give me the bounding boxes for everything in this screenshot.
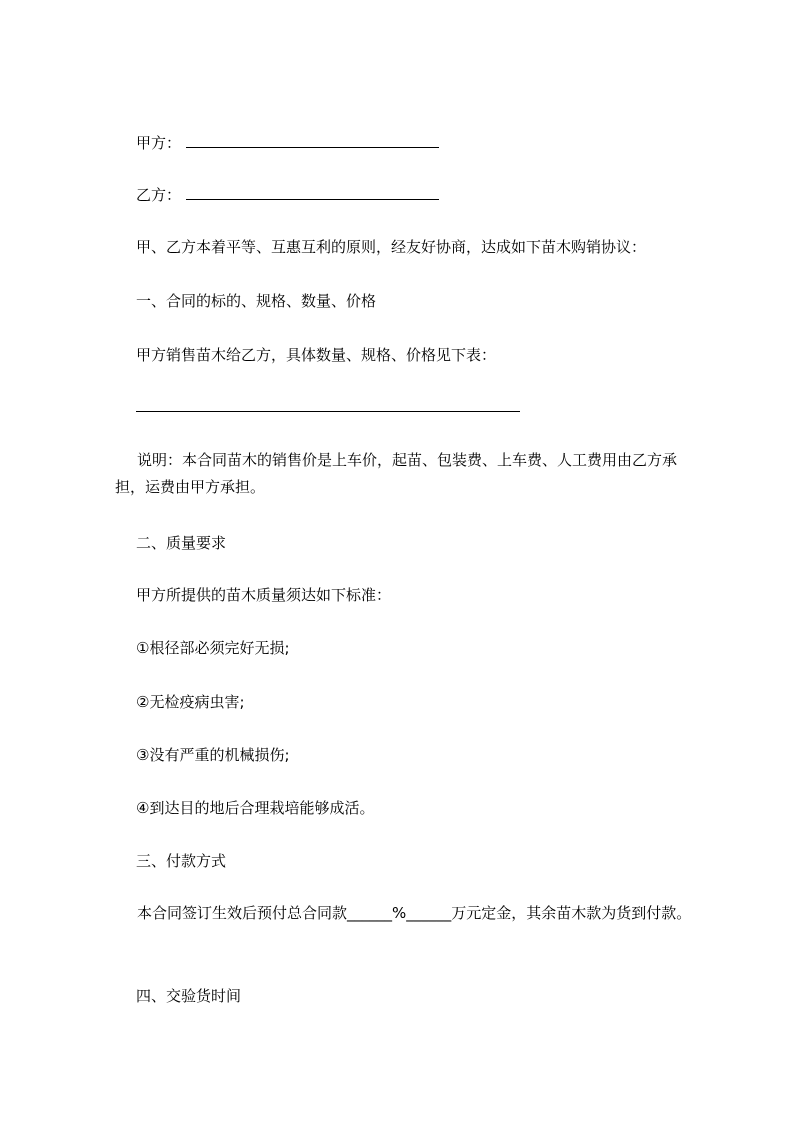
standard-item-3: ③没有严重的机械损伤; bbox=[136, 746, 290, 764]
party-a-line bbox=[136, 133, 181, 153]
party-b-label: 乙方： bbox=[136, 186, 182, 204]
standard-item-4: ④到达目的地后合理栽培能够成活。 bbox=[136, 799, 375, 817]
section1-text: 甲方销售苗木给乙方，具体数量、规格、价格见下表： bbox=[136, 346, 497, 364]
standard-item-1: ①根径部必须完好无损; bbox=[136, 639, 290, 657]
intro-text: 甲、乙方本着平等、互惠互利的原则，经友好协商，达成如下苗木购销协议： bbox=[136, 238, 647, 256]
party-b-line bbox=[136, 185, 181, 205]
section4-title: 四、交验货时间 bbox=[136, 987, 242, 1005]
note-paragraph: 说明：本合同苗木的销售价是上车价，起苗、包装费、上车费、人工费用由乙方承担，运费由甲方承担。 bbox=[115, 451, 678, 496]
table-placeholder-blank bbox=[136, 411, 520, 412]
party-a-label: 甲方： bbox=[136, 134, 182, 152]
payment-paragraph: 本合同签订生效后预付总合同款______%______万元定金，其余苗木款为货到付款。 bbox=[137, 904, 692, 922]
party-b-blank bbox=[186, 199, 439, 200]
section1-title: 一、合同的标的、规格、数量、价格 bbox=[136, 292, 377, 310]
section3-title: 三、付款方式 bbox=[136, 852, 227, 870]
party-a-blank bbox=[186, 147, 439, 148]
section2-text: 甲方所提供的苗木质量须达如下标准： bbox=[136, 586, 392, 604]
section2-title: 二、质量要求 bbox=[136, 534, 227, 552]
standard-item-2: ②无检疫病虫害; bbox=[136, 693, 245, 711]
